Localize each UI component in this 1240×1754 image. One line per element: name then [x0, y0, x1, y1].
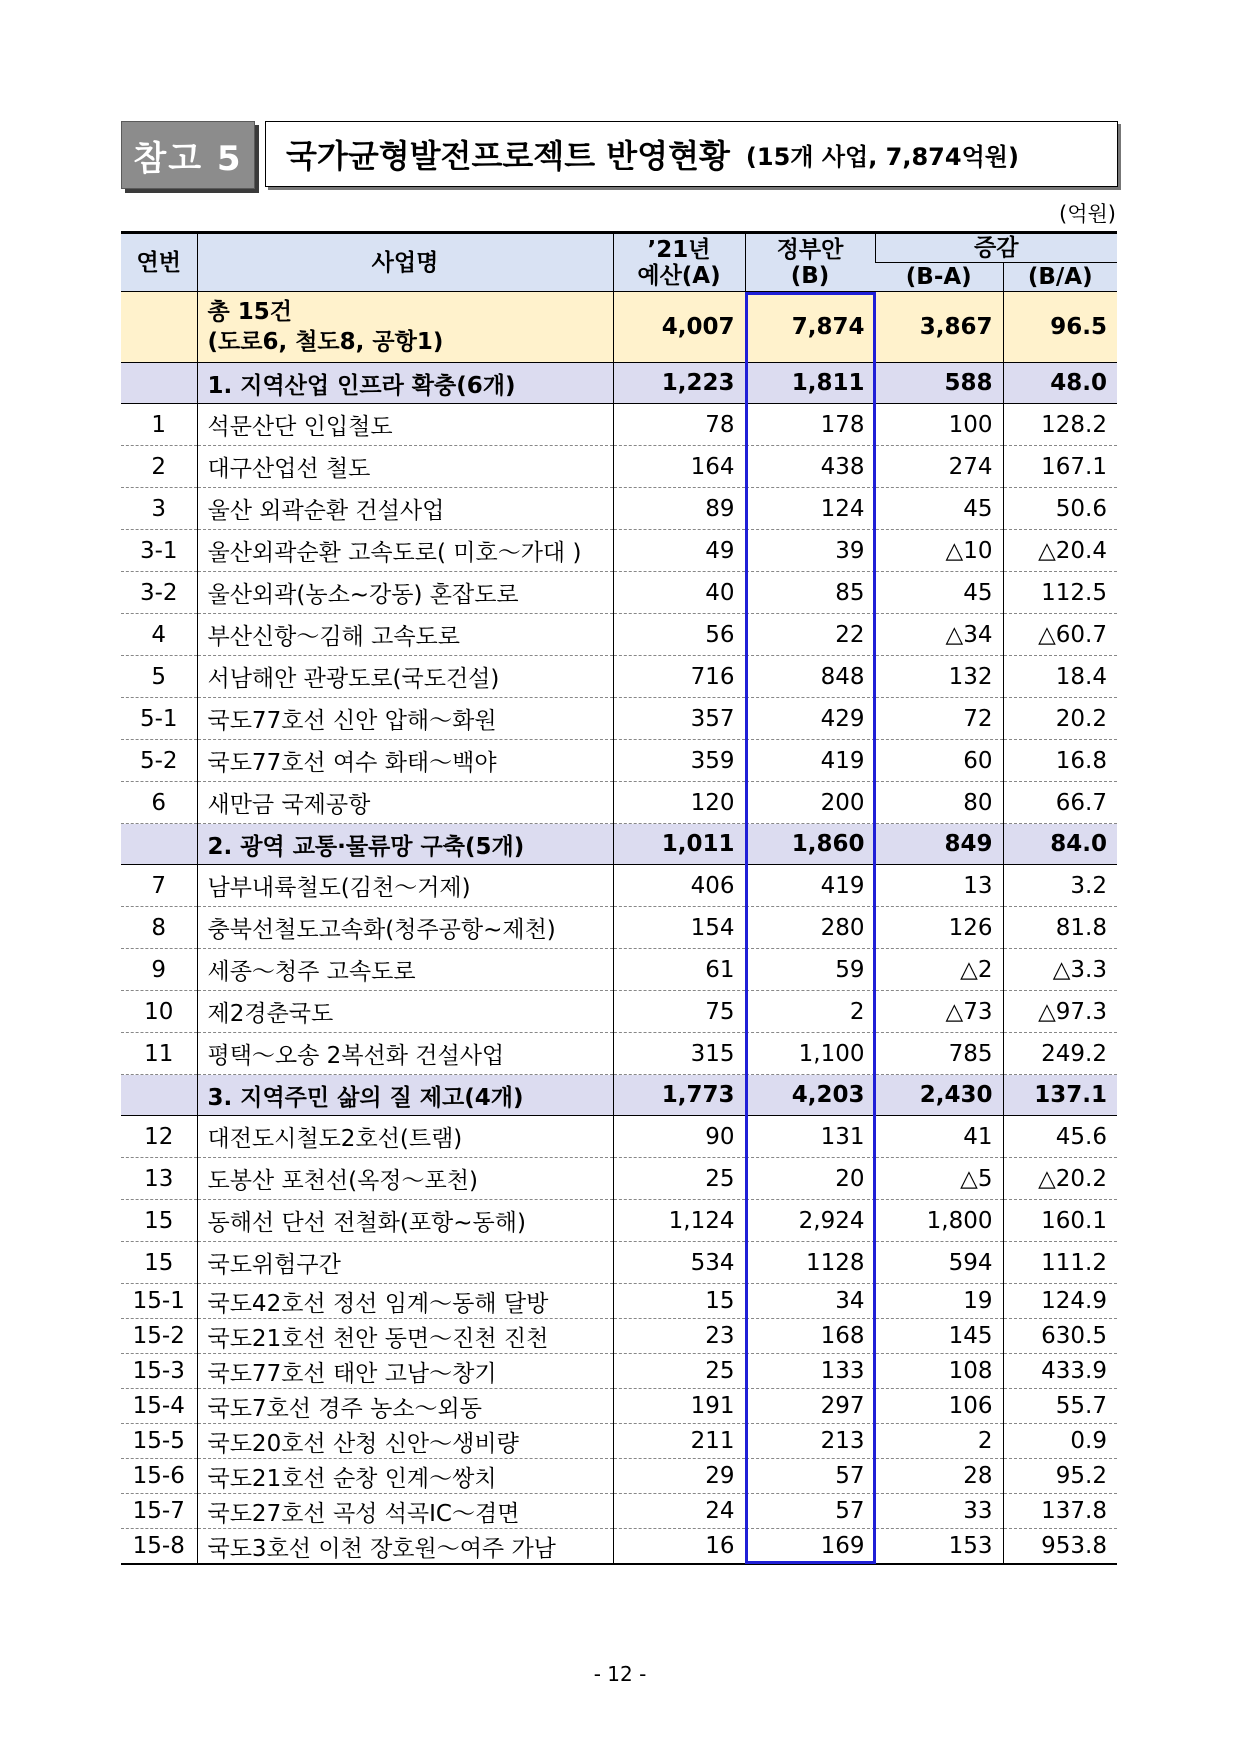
- row-budget: 61: [613, 949, 745, 991]
- table-row: [121, 1033, 1117, 1075]
- row-name: 대전도시철도2호선(트램): [197, 1116, 613, 1158]
- row-gov: 848: [745, 656, 875, 698]
- row-ratio: △20.4: [1003, 530, 1117, 572]
- row-ratio: △20.2: [1003, 1158, 1117, 1200]
- row-budget: 15: [613, 1284, 745, 1319]
- total-row: [121, 292, 1117, 363]
- row-ratio: 0.9: [1003, 1424, 1117, 1459]
- page-number: - 12 -: [593, 1662, 647, 1686]
- row-gov: 280: [745, 907, 875, 949]
- row-diff: 153: [875, 1529, 1003, 1565]
- section-budget: 1,223: [613, 363, 745, 404]
- header-ratio: (B/A): [1003, 263, 1117, 292]
- row-no: 15-1: [121, 1284, 197, 1319]
- row-no: 13: [121, 1158, 197, 1200]
- page-subtitle: (15개 사업, 7,874억원): [745, 142, 1019, 171]
- row-no: 15-6: [121, 1459, 197, 1494]
- row-name: 국도77호선 신안 압해～화원: [197, 698, 613, 740]
- row-diff: 594: [875, 1242, 1003, 1284]
- row-name: 평택～오송 2복선화 건설사업: [197, 1033, 613, 1075]
- row-diff: 100: [875, 404, 1003, 446]
- row-name: 국도21호선 천안 동면～진천 진천: [197, 1319, 613, 1354]
- row-ratio: 433.9: [1003, 1354, 1117, 1389]
- row-diff: 45: [875, 488, 1003, 530]
- row-name: 제2경춘국도: [197, 991, 613, 1033]
- row-gov: 168: [745, 1319, 875, 1354]
- row-diff: 108: [875, 1354, 1003, 1389]
- unit-label: (억원): [1059, 202, 1116, 226]
- row-name: 도봉산 포천선(옥정～포천): [197, 1158, 613, 1200]
- row-no: 6: [121, 782, 197, 824]
- row-budget: 29: [613, 1459, 745, 1494]
- row-no: 3: [121, 488, 197, 530]
- row-budget: 49: [613, 530, 745, 572]
- row-gov: 200: [745, 782, 875, 824]
- table-row: [121, 698, 1117, 740]
- section-gov: 4,203: [745, 1075, 875, 1116]
- section-ratio: 84.0: [1003, 824, 1117, 865]
- row-no: 4: [121, 614, 197, 656]
- row-name: 국도21호선 순창 인계～쌍치: [197, 1459, 613, 1494]
- row-budget: 75: [613, 991, 745, 1033]
- row-name: 국도77호선 태안 고남～창기: [197, 1354, 613, 1389]
- row-ratio: 20.2: [1003, 698, 1117, 740]
- table-row: [121, 404, 1117, 446]
- section-gov: 1,811: [745, 363, 875, 404]
- row-budget: 315: [613, 1033, 745, 1075]
- row-budget: 164: [613, 446, 745, 488]
- row-no: 7: [121, 865, 197, 907]
- section-row: [121, 1075, 1117, 1116]
- row-ratio: △97.3: [1003, 991, 1117, 1033]
- table-row: [121, 1116, 1117, 1158]
- row-budget: 211: [613, 1424, 745, 1459]
- header-gov-line2: (B): [790, 262, 830, 289]
- table-row: [121, 907, 1117, 949]
- row-budget: 406: [613, 865, 745, 907]
- row-ratio: 128.2: [1003, 404, 1117, 446]
- row-no: 15-3: [121, 1354, 197, 1389]
- row-gov: 34: [745, 1284, 875, 1319]
- row-ratio: 111.2: [1003, 1242, 1117, 1284]
- row-no: 15-2: [121, 1319, 197, 1354]
- row-gov: 419: [745, 740, 875, 782]
- table-row: [121, 530, 1117, 572]
- row-gov: 1128: [745, 1242, 875, 1284]
- header-budget-line2: 예산(A): [637, 262, 721, 289]
- section-row: [121, 363, 1117, 404]
- row-ratio: 55.7: [1003, 1389, 1117, 1424]
- row-name: 대구산업선 철도: [197, 446, 613, 488]
- section-diff: 2,430: [875, 1075, 1003, 1116]
- row-name: 울산 외곽순환 건설사업: [197, 488, 613, 530]
- table-row: [121, 782, 1117, 824]
- row-no: 1: [121, 404, 197, 446]
- row-diff: 274: [875, 446, 1003, 488]
- row-diff: 145: [875, 1319, 1003, 1354]
- row-budget: 25: [613, 1158, 745, 1200]
- section-no: [121, 824, 197, 865]
- row-no: 5-1: [121, 698, 197, 740]
- row-ratio: 81.8: [1003, 907, 1117, 949]
- table-row: [121, 1354, 1117, 1389]
- row-no: 3-1: [121, 530, 197, 572]
- title-box: [265, 121, 1118, 187]
- row-no: 10: [121, 991, 197, 1033]
- row-diff: 60: [875, 740, 1003, 782]
- section-name: 1. 지역산업 인프라 확충(6개): [197, 363, 613, 404]
- row-ratio: 630.5: [1003, 1319, 1117, 1354]
- row-name: 국도77호선 여수 화태～백야: [197, 740, 613, 782]
- header-change: 증감: [875, 233, 1117, 263]
- row-name: 동해선 단선 전철화(포항~동해): [197, 1200, 613, 1242]
- table-row: [121, 1242, 1117, 1284]
- row-ratio: 112.5: [1003, 572, 1117, 614]
- table-row: [121, 1319, 1117, 1354]
- row-ratio: 953.8: [1003, 1529, 1117, 1565]
- row-ratio: 50.6: [1003, 488, 1117, 530]
- row-diff: 106: [875, 1389, 1003, 1424]
- row-name: 국도위험구간: [197, 1242, 613, 1284]
- row-budget: 357: [613, 698, 745, 740]
- row-diff: 80: [875, 782, 1003, 824]
- row-no: 15: [121, 1242, 197, 1284]
- reference-tag: 참고 5: [121, 121, 255, 189]
- row-budget: 359: [613, 740, 745, 782]
- header-gov-line1: 정부안: [776, 236, 844, 263]
- row-name: 부산신항～김해 고속도로: [197, 614, 613, 656]
- row-no: 12: [121, 1116, 197, 1158]
- table-row: [121, 740, 1117, 782]
- total-name-line1: 총 15건: [207, 299, 292, 325]
- row-gov: 438: [745, 446, 875, 488]
- row-ratio: 95.2: [1003, 1459, 1117, 1494]
- page-title: 국가균형발전프로젝트 반영현황: [286, 137, 730, 175]
- table-row: [121, 572, 1117, 614]
- table-row: [121, 1284, 1117, 1319]
- row-ratio: 137.8: [1003, 1494, 1117, 1529]
- section-budget: 1,011: [613, 824, 745, 865]
- row-gov: 20: [745, 1158, 875, 1200]
- row-budget: 23: [613, 1319, 745, 1354]
- row-diff: 45: [875, 572, 1003, 614]
- total-gov: 7,874: [745, 292, 875, 363]
- section-ratio: 137.1: [1003, 1075, 1117, 1116]
- row-no: 5: [121, 656, 197, 698]
- row-gov: 213: [745, 1424, 875, 1459]
- row-gov: 39: [745, 530, 875, 572]
- row-gov: 419: [745, 865, 875, 907]
- row-diff: 1,800: [875, 1200, 1003, 1242]
- row-gov: 124: [745, 488, 875, 530]
- row-name: 국도27호선 곡성 석곡IC～겸면: [197, 1494, 613, 1529]
- row-ratio: 124.9: [1003, 1284, 1117, 1319]
- row-diff: △10: [875, 530, 1003, 572]
- table-row: [121, 1424, 1117, 1459]
- row-ratio: 18.4: [1003, 656, 1117, 698]
- table-row: [121, 1200, 1117, 1242]
- row-name: 국도3호선 이천 장호원～여주 가남: [197, 1529, 613, 1565]
- row-name: 서남해안 관광도로(국도건설): [197, 656, 613, 698]
- row-name: 국도42호선 정선 임계～동해 달방: [197, 1284, 613, 1319]
- row-budget: 56: [613, 614, 745, 656]
- row-name: 울산외곽(농소~강동) 혼잡도로: [197, 572, 613, 614]
- table-row: [121, 1529, 1117, 1565]
- row-budget: 25: [613, 1354, 745, 1389]
- row-budget: 154: [613, 907, 745, 949]
- row-gov: 57: [745, 1494, 875, 1529]
- row-name: 남부내륙철도(김천～거제): [197, 865, 613, 907]
- table-row: [121, 656, 1117, 698]
- row-gov: 59: [745, 949, 875, 991]
- row-budget: 16: [613, 1529, 745, 1565]
- row-no: 5-2: [121, 740, 197, 782]
- row-diff: 28: [875, 1459, 1003, 1494]
- row-gov: 2: [745, 991, 875, 1033]
- row-budget: 40: [613, 572, 745, 614]
- row-ratio: 45.6: [1003, 1116, 1117, 1158]
- row-ratio: 167.1: [1003, 446, 1117, 488]
- total-name-line2: (도로6, 철도8, 공항1): [207, 329, 444, 355]
- row-name: 석문산단 인입철도: [197, 404, 613, 446]
- row-budget: 191: [613, 1389, 745, 1424]
- header-name: 사업명: [197, 233, 613, 292]
- row-budget: 120: [613, 782, 745, 824]
- row-ratio: 3.2: [1003, 865, 1117, 907]
- table-row: [121, 488, 1117, 530]
- section-ratio: 48.0: [1003, 363, 1117, 404]
- row-budget: 24: [613, 1494, 745, 1529]
- row-no: 11: [121, 1033, 197, 1075]
- row-no: 2: [121, 446, 197, 488]
- total-name: [197, 292, 613, 363]
- row-ratio: 249.2: [1003, 1033, 1117, 1075]
- row-gov: 22: [745, 614, 875, 656]
- row-name: 국도20호선 산청 신안～생비량: [197, 1424, 613, 1459]
- row-diff: △2: [875, 949, 1003, 991]
- row-gov: 85: [745, 572, 875, 614]
- table-row: [121, 446, 1117, 488]
- row-diff: 132: [875, 656, 1003, 698]
- header-diff: (B-A): [875, 263, 1003, 292]
- row-no: 15-8: [121, 1529, 197, 1565]
- row-gov: 297: [745, 1389, 875, 1424]
- row-gov: 57: [745, 1459, 875, 1494]
- section-diff: 588: [875, 363, 1003, 404]
- row-name: 충북선철도고속화(청주공항~제천): [197, 907, 613, 949]
- row-gov: 1,100: [745, 1033, 875, 1075]
- row-diff: 33: [875, 1494, 1003, 1529]
- row-diff: △5: [875, 1158, 1003, 1200]
- section-diff: 849: [875, 824, 1003, 865]
- table-row: [121, 1459, 1117, 1494]
- total-ratio: 96.5: [1003, 292, 1117, 363]
- row-name: 세종～청주 고속도로: [197, 949, 613, 991]
- table-row: [121, 1389, 1117, 1424]
- row-gov: 429: [745, 698, 875, 740]
- row-diff: 785: [875, 1033, 1003, 1075]
- row-no: 15-5: [121, 1424, 197, 1459]
- total-budget: 4,007: [613, 292, 745, 363]
- row-name: 새만금 국제공항: [197, 782, 613, 824]
- row-budget: 716: [613, 656, 745, 698]
- row-no: 3-2: [121, 572, 197, 614]
- row-budget: 90: [613, 1116, 745, 1158]
- section-name: 2. 광역 교통·물류망 구축(5개): [197, 824, 613, 865]
- table-row: [121, 614, 1117, 656]
- row-ratio: 66.7: [1003, 782, 1117, 824]
- table-row: [121, 1158, 1117, 1200]
- row-no: 9: [121, 949, 197, 991]
- row-ratio: 160.1: [1003, 1200, 1117, 1242]
- row-name: 국도7호선 경주 농소～외동: [197, 1389, 613, 1424]
- row-diff: 13: [875, 865, 1003, 907]
- row-name: 울산외곽순환 고속도로( 미호～가대 ): [197, 530, 613, 572]
- row-gov: 131: [745, 1116, 875, 1158]
- total-no: [121, 292, 197, 363]
- section-no: [121, 1075, 197, 1116]
- row-diff: △73: [875, 991, 1003, 1033]
- header-gov: [745, 233, 875, 292]
- total-diff: 3,867: [875, 292, 1003, 363]
- row-no: 8: [121, 907, 197, 949]
- row-budget: 534: [613, 1242, 745, 1284]
- section-name: 3. 지역주민 삶의 질 제고(4개): [197, 1075, 613, 1116]
- header-budget-line1: ’21년: [647, 236, 711, 263]
- row-gov: 169: [745, 1529, 875, 1565]
- row-budget: 1,124: [613, 1200, 745, 1242]
- row-ratio: △3.3: [1003, 949, 1117, 991]
- row-gov: 178: [745, 404, 875, 446]
- row-gov: 133: [745, 1354, 875, 1389]
- row-budget: 89: [613, 488, 745, 530]
- section-gov: 1,860: [745, 824, 875, 865]
- header-no: 연번: [121, 233, 197, 292]
- row-ratio: 16.8: [1003, 740, 1117, 782]
- row-diff: 72: [875, 698, 1003, 740]
- row-diff: 126: [875, 907, 1003, 949]
- table-row: [121, 949, 1117, 991]
- row-no: 15-7: [121, 1494, 197, 1529]
- row-gov: 2,924: [745, 1200, 875, 1242]
- table-row: [121, 1494, 1117, 1529]
- section-row: [121, 824, 1117, 865]
- row-diff: 41: [875, 1116, 1003, 1158]
- header-budget: [613, 233, 745, 292]
- table-row: [121, 865, 1117, 907]
- section-no: [121, 363, 197, 404]
- section-budget: 1,773: [613, 1075, 745, 1116]
- row-no: 15: [121, 1200, 197, 1242]
- row-no: 15-4: [121, 1389, 197, 1424]
- row-ratio: △60.7: [1003, 614, 1117, 656]
- row-budget: 78: [613, 404, 745, 446]
- row-diff: 19: [875, 1284, 1003, 1319]
- row-diff: 2: [875, 1424, 1003, 1459]
- table-row: [121, 991, 1117, 1033]
- project-table: [121, 231, 1117, 1565]
- row-diff: △34: [875, 614, 1003, 656]
